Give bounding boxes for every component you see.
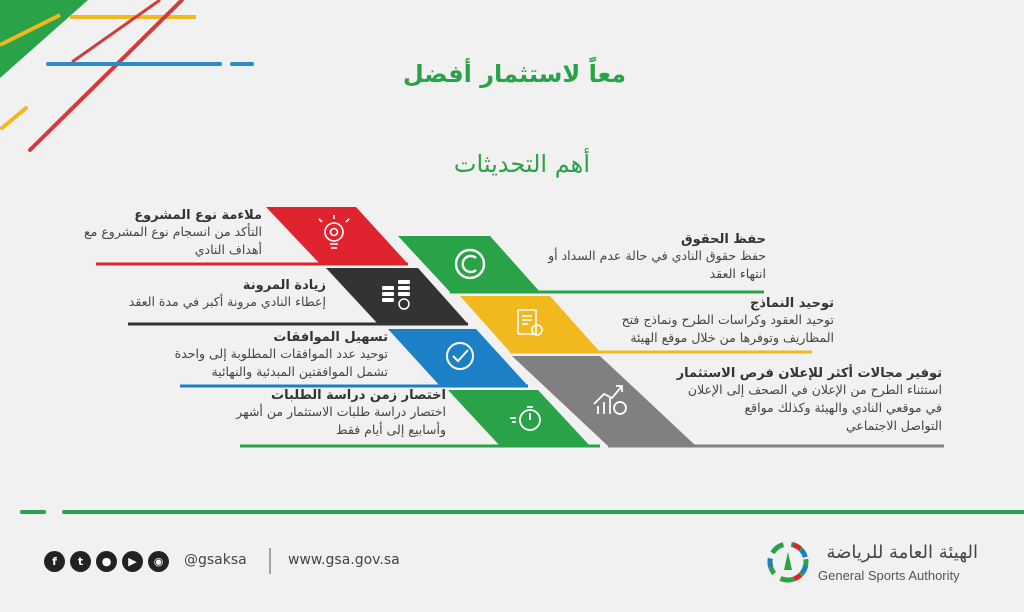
social-handle[interactable]: @gsaksa bbox=[184, 552, 247, 568]
item-title: توفير مجالات أكثر للإعلان فرص الاستثمار bbox=[676, 366, 942, 381]
item-desc-line: التأكد من انسجام نوع المشروع مع bbox=[84, 224, 262, 239]
left-item-flexibility bbox=[76, 278, 326, 311]
item-desc-line: وأسابيع إلى أيام فقط bbox=[336, 422, 446, 437]
item-desc-line: المظاريف وتوفرها من خلال موقع الهيئة bbox=[630, 330, 834, 345]
item-title: حفظ الحقوق bbox=[680, 232, 766, 247]
youtube-icon[interactable]: ▶ bbox=[122, 551, 143, 572]
item-desc-line: توحيد عدد الموافقات المطلوبة إلى واحدة bbox=[174, 346, 388, 361]
snapchat-icon[interactable]: ● bbox=[96, 551, 117, 572]
left-item-approvals bbox=[128, 330, 388, 381]
right-item-templates bbox=[594, 296, 834, 347]
website-link[interactable]: www.gsa.gov.sa bbox=[288, 552, 400, 568]
item-desc-line: انتهاء العقد bbox=[709, 266, 766, 281]
item-desc-line: تشمل الموافقتين المبدئية والنهائية bbox=[211, 364, 388, 379]
item-desc-line: أهداف النادي bbox=[194, 242, 262, 257]
section-subtitle: أهم التحديثات bbox=[453, 150, 590, 178]
item-title: اختصار زمن دراسة الطلبات bbox=[271, 388, 446, 403]
gsa-logo-emblem bbox=[770, 544, 806, 580]
item-title: توحيد النماذج bbox=[749, 296, 834, 311]
item-desc-line: توحيد العقود وكراسات الطرح ونماذج فتح bbox=[621, 312, 834, 327]
page-title: معاً لاستثمار أفضل bbox=[402, 60, 626, 88]
left-item-project-fit bbox=[62, 208, 262, 259]
corner-red-stripe-2 bbox=[72, 0, 160, 62]
twitter-icon[interactable]: t bbox=[70, 551, 91, 572]
corner-yellow-dash bbox=[2, 108, 26, 128]
item-desc-line: اختصار دراسة طلبات الاستثمار من أشهر bbox=[236, 404, 446, 419]
item-title: تسهيل الموافقات bbox=[273, 330, 388, 345]
facebook-icon[interactable]: f bbox=[44, 551, 65, 572]
strip-red bbox=[266, 207, 408, 264]
right-item-advertising bbox=[662, 366, 942, 435]
item-desc-line: إعطاء النادي مرونة أكبر في مدة العقد bbox=[128, 294, 326, 309]
item-title: زيادة المرونة bbox=[242, 278, 326, 293]
right-item-rights bbox=[506, 232, 766, 283]
item-desc-line: استثناء الطرح من الإعلان في الصحف إلى الإعلان bbox=[687, 382, 942, 397]
item-title: ملاءمة نوع المشروع bbox=[134, 208, 262, 223]
logo-text-english: General Sports Authority bbox=[818, 568, 960, 583]
left-item-study-time bbox=[176, 388, 446, 439]
item-desc-line: حفظ حقوق النادي في حالة عدم السداد أو bbox=[548, 248, 766, 263]
logo-text-arabic: الهيئة العامة للرياضة bbox=[826, 542, 978, 563]
instagram-icon[interactable]: ◉ bbox=[148, 551, 169, 572]
item-desc-line: التواصل الاجتماعي bbox=[845, 418, 942, 433]
item-desc-line: في موقعي النادي والهيئة وكذلك مواقع bbox=[744, 400, 942, 415]
